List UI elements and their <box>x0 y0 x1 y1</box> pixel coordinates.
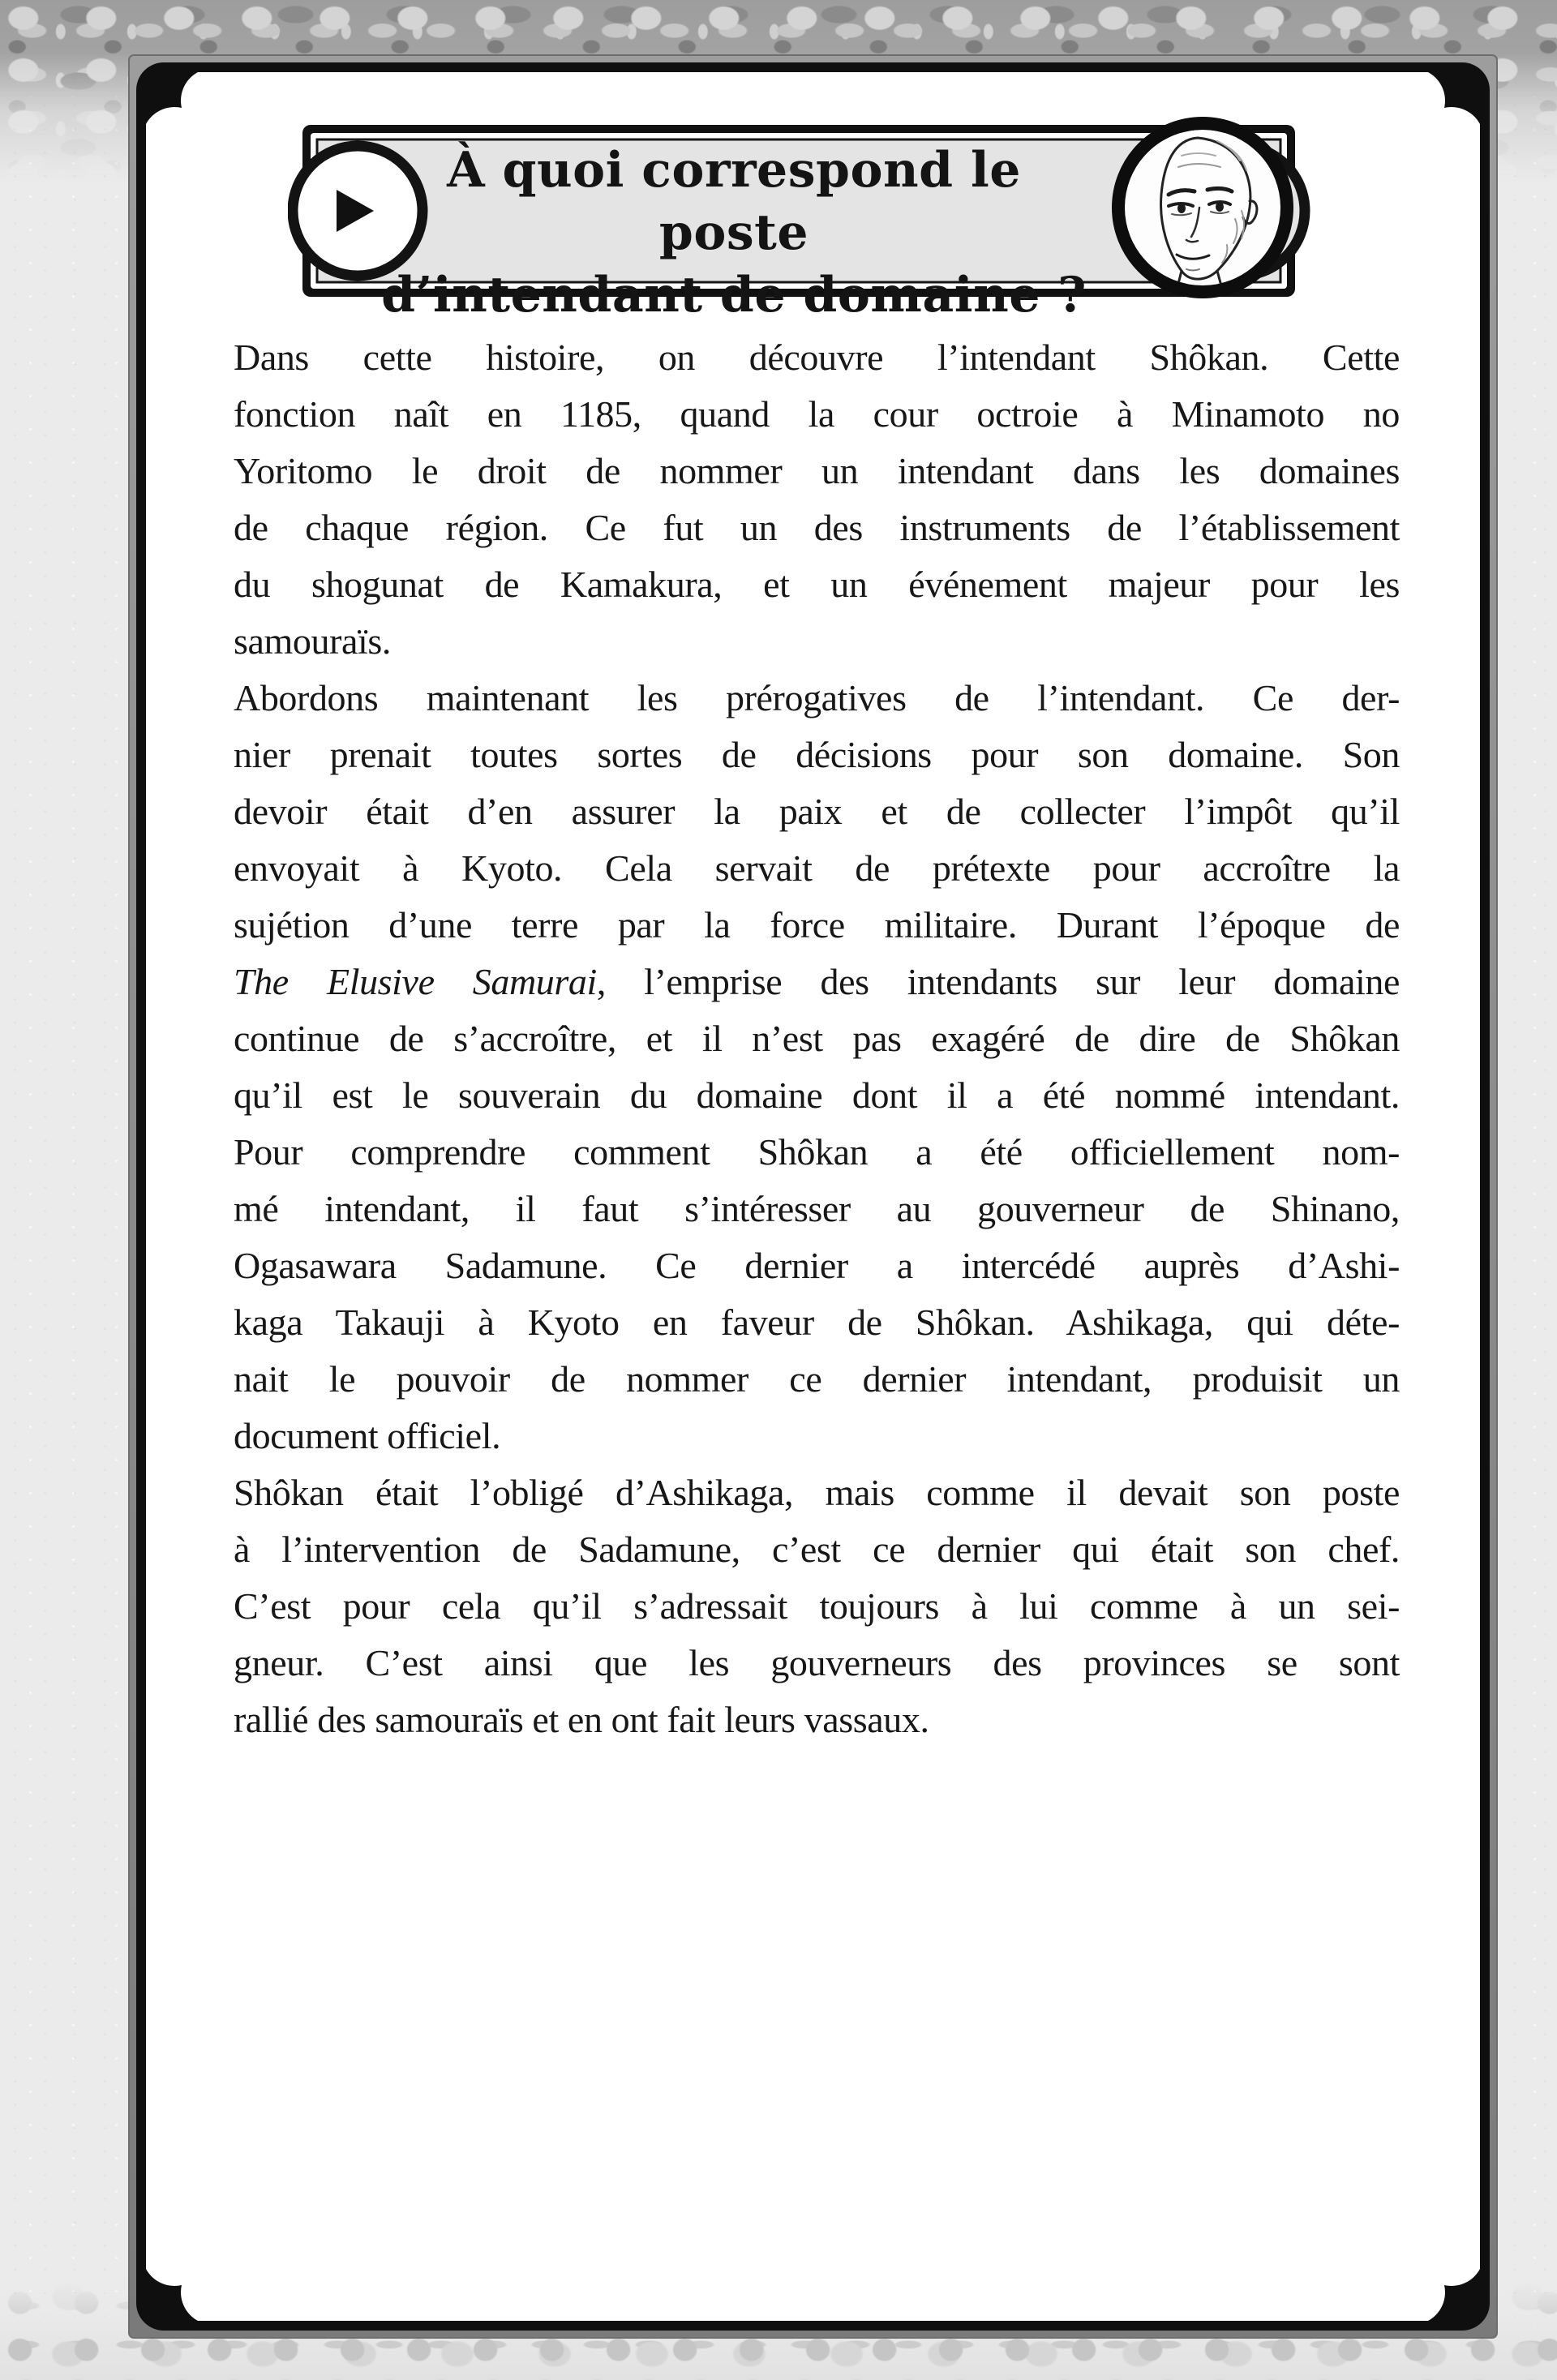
text-line: gneur. C’est ainsi que les gouverneurs des provinces se sont <box>234 1642 1400 1683</box>
page-title-line2: d’intendant de domaine ? <box>381 267 1087 324</box>
text-line: fonction naît en 1185, quand la cour octroie à Minamoto no <box>234 393 1400 435</box>
text-line: nait le pouvoir de nommer ce dernier intendant, produisit un <box>234 1358 1400 1400</box>
text-line: Ogasawara Sadamune. Ce dernier a intercédé auprès d’Ashi- <box>234 1245 1400 1286</box>
text-line: mé intendant, il faut s’intéresser au gouverneur de Shinano, <box>234 1188 1400 1229</box>
text-line: Yoritomo le droit de nommer un intendant dans les domaines <box>234 450 1400 491</box>
text-line: sujétion d’une terre par la force militaire. Durant l’époque de <box>234 904 1400 946</box>
title-banner <box>288 97 1358 324</box>
text-line: du shogunat de Kamakura, et un événement majeur pour les <box>234 564 1400 605</box>
article-text <box>234 329 1400 1748</box>
text-line: à l’intervention de Sadamune, c’est ce dernier qui était son chef. <box>234 1529 1400 1570</box>
text-line: Pour comprendre comment Shôkan a été officiellement nom- <box>234 1131 1400 1173</box>
page-title-line1: À quoi correspond le poste <box>447 142 1021 261</box>
paragraph <box>234 329 1400 670</box>
paragraph <box>234 1464 1400 1748</box>
text-line: continue de s’accroître, et il n’est pas exagéré de dire de Shôkan <box>234 1018 1400 1059</box>
text-line: document officiel. <box>234 1415 501 1456</box>
text-line: de chaque région. Ce fut un des instruments de l’établissement <box>234 507 1400 548</box>
text-line: qu’il est le souverain du domaine dont il a été nommé intendant. <box>234 1074 1400 1116</box>
text-line: devoir était d’en assurer la paix et de collecter l’impôt qu’il <box>234 791 1400 832</box>
page-title <box>369 139 1099 327</box>
text-line: rallié des samouraïs et en ont fait leurs vassaux. <box>234 1699 929 1740</box>
paragraph <box>234 1124 1400 1464</box>
text-line: Shôkan était l’obligé d’Ashikaga, mais comme il devait son poste <box>234 1472 1400 1513</box>
text-line: C’est pour cela qu’il s’adressait toujours à lui comme à un sei- <box>234 1585 1400 1627</box>
text-line: samouraïs. <box>234 620 392 662</box>
paragraph <box>234 670 1400 1124</box>
text-line: kaga Takauji à Kyoto en faveur de Shôkan. Ashikaga, qui déte- <box>234 1301 1400 1343</box>
text-line: The Elusive Samurai, l’emprise des intendants sur leur domaine <box>234 961 1400 1002</box>
text-line: nier prenait toutes sortes de décisions pour son domaine. Son <box>234 734 1400 775</box>
text-line: Abordons maintenant les prérogatives de l’intendant. Ce der- <box>234 677 1400 718</box>
text-line: Dans cette histoire, on découvre l’intendant Shôkan. Cette <box>234 337 1400 378</box>
text-line: envoyait à Kyoto. Cela servait de prétexte pour accroître la <box>234 847 1400 889</box>
